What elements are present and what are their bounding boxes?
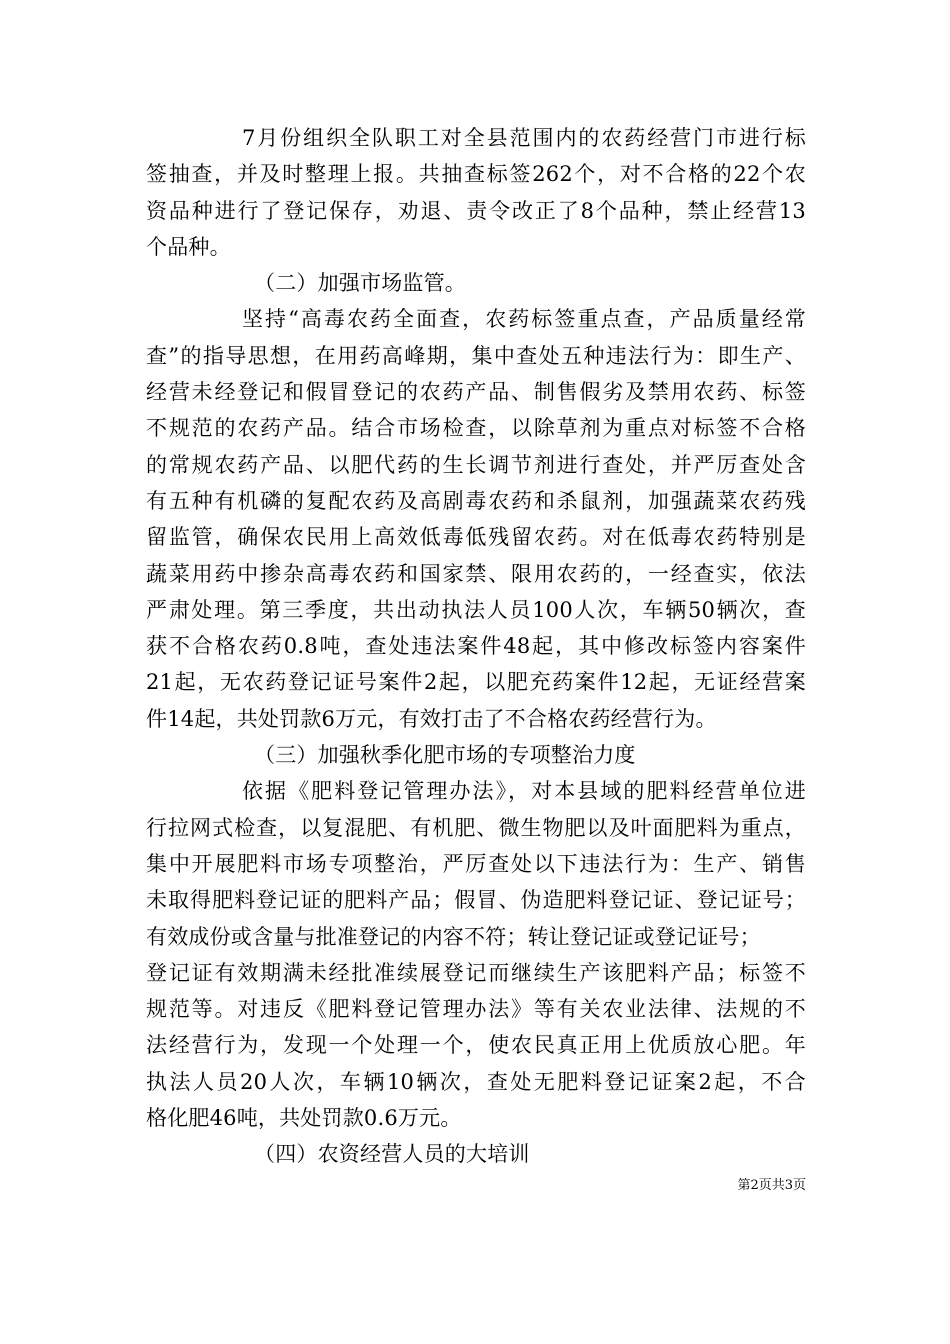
text-line: 规范等。对违反《肥料登记管理办法》等有关农业法律、法规的不 (146, 997, 806, 1022)
page-number: 第2页共3页 (737, 1178, 806, 1193)
section-heading: （三）加强秋季化肥市场的专项整治力度 (254, 743, 636, 768)
text-line: 执法人员20人次，车辆10辆次，查处无肥料登记证案2起，不合 (146, 1069, 806, 1094)
text-line: 未取得肥料登记证的肥料产品；假冒、伪造肥料登记证、登记证号； (146, 888, 806, 913)
document-body (146, 120, 806, 1173)
text-line: 资品种进行了登记保存，劝退、责令改正了8个品种，禁止经营13 (146, 198, 806, 223)
text-line: 21起，无农药登记证号案件2起，以肥充药案件12起，无证经营案 (146, 670, 806, 695)
text-line: 查”的指导思想，在用药高峰期，集中查处五种违法行为：即生产、 (146, 343, 806, 368)
text-line: 7月份组织全队职工对全县范围内的农药经营门市进行标 (242, 126, 806, 150)
text-line: 留监管，确保农民用上高效低毒低残留农药。对在低毒农药特别是 (146, 525, 806, 550)
text-line: 蔬菜用药中掺杂高毒农药和国家禁、限用农药的，一经查实，依法 (146, 561, 806, 586)
text-line: 法经营行为，发现一个处理一个，使农民真正用上优质放心肥。年 (146, 1033, 806, 1058)
text-line: 行拉网式检查，以复混肥、有机肥、微生物肥以及叶面肥料为重点， (146, 815, 806, 840)
text-line: 件14起，共处罚款6万元，有效打击了不合格农药经营行为。 (146, 706, 717, 731)
text-line: 签抽查，并及时整理上报。共抽查标签262个，对不合格的22个农 (146, 162, 806, 187)
text-line: 不规范的农药产品。结合市场检查，以除草剂为重点对标签不合格 (146, 416, 806, 441)
section-heading: （四）农资经营人员的大培训 (254, 1142, 530, 1167)
text-line: 有效成份或含量与批准登记的内容不符；转让登记证或登记证号； (146, 924, 761, 949)
text-line: 获不合格农药0.8吨，查处违法案件48起，其中修改标签内容案件 (146, 634, 806, 659)
text-line: 个品种。 (146, 234, 231, 259)
text-line: 的常规农药产品、以肥代药的生长调节剂进行查处，并严厉查处含 (146, 452, 806, 477)
text-line: 经营未经登记和假冒登记的农药产品、制售假劣及禁用农药、标签 (146, 380, 806, 405)
section-heading: （二）加强市场监管。 (254, 271, 466, 296)
text-line: 有五种有机磷的复配农药及高剧毒农药和杀鼠剂，加强蔬菜农药残 (146, 488, 806, 513)
text-line: 依据《肥料登记管理办法》，对本县域的肥料经营单位进 (242, 779, 806, 804)
text-line: 登记证有效期满未经批准续展登记而继续生产该肥料产品；标签不 (146, 960, 806, 985)
text-line: 坚持“高毒农药全面查，农药标签重点查，产品质量经常 (242, 307, 806, 332)
text-line: 严肃处理。第三季度，共出动执法人员100人次，车辆50辆次，查 (146, 597, 806, 622)
text-line: 集中开展肥料市场专项整治，严厉查处以下违法行为：生产、销售 (146, 851, 806, 876)
text-line: 格化肥46吨，共处罚款0.6万元。 (146, 1106, 462, 1131)
